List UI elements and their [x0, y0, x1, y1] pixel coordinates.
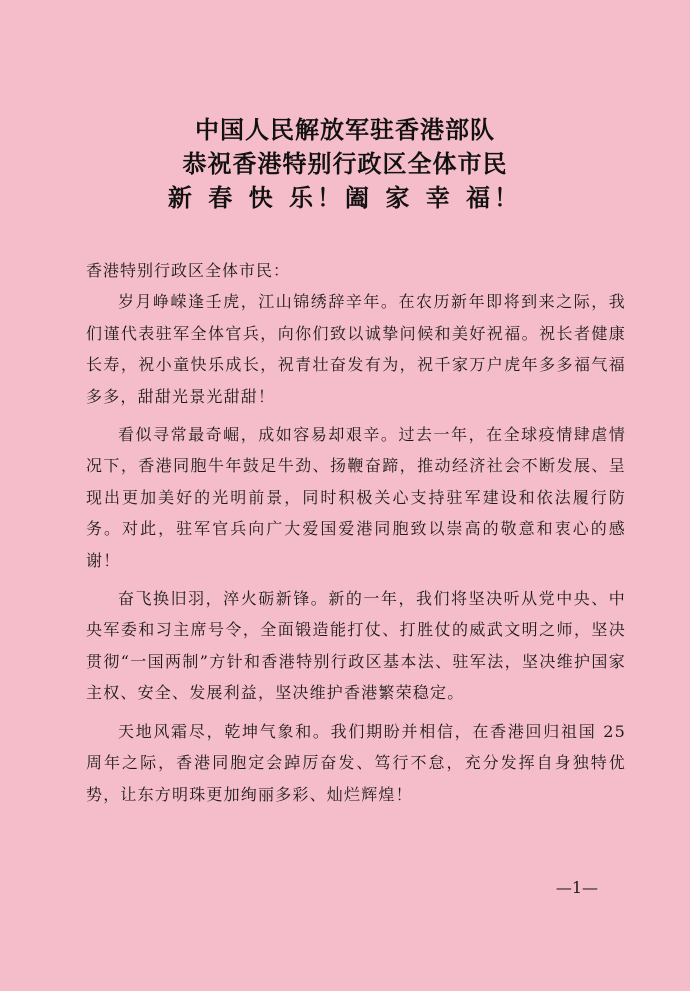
- paragraph-3: 奋飞换旧羽，淬火砺新锋。新的一年，我们将坚决听从党中央、中央军委和习主席号令，全面锻造能打仗、打胜仗的威武文明之师，坚决贯彻“一国两制”方针和香港特别行政区基本法、驻军法，坚决维护国家主权、安全、发展利益，坚决维护香港繁荣稳定。: [86, 589, 626, 703]
- title-line-1: 中国人民解放军驻香港部队: [195, 115, 495, 144]
- title-line-3: 新 春 快 乐！阖 家 幸 福！: [167, 183, 523, 212]
- paragraph-4: 天地风霜尽，乾坤气象和。我们期盼并相信，在香港回归祖国 25 周年之际，香港同胞定会踔厉奋发、笃行不怠，充分发挥自身独特优势，让东方明珠更加绚丽多彩、灿烂辉煌！: [86, 721, 626, 804]
- paragraph-2: 看似寻常最奇崛，成如容易却艰辛。过去一年，在全球疫情肆虐情况下，香港同胞牛年鼓足牛劲、扬鞭奋蹄，推动经济社会不断发展、呈现出更加美好的光明前景，同时积极关心支持驻军建设和依法履行防务。对此，驻军官兵向广大爱国爱港同胞致以崇高的敬意和衷心的感谢！: [86, 425, 626, 570]
- salutation: 香港特别行政区全体市民：: [86, 261, 291, 280]
- title-line-2: 恭祝香港特别行政区全体市民: [182, 149, 508, 178]
- page-number: —1—: [555, 878, 598, 897]
- paragraph-1: 岁月峥嵘逢壬虎，江山锦绣辞辛年。在农历新年即将到来之际，我们谨代表驻军全体官兵，向你们致以诚挚问候和美好祝福。祝长者健康长寿，祝小童快乐成长，祝青壮奋发有为，祝千家万户虎年多多福气福多多，甜甜光景光甜甜！: [86, 292, 626, 406]
- title-block: [0, 113, 690, 215]
- letter-body: [86, 255, 626, 817]
